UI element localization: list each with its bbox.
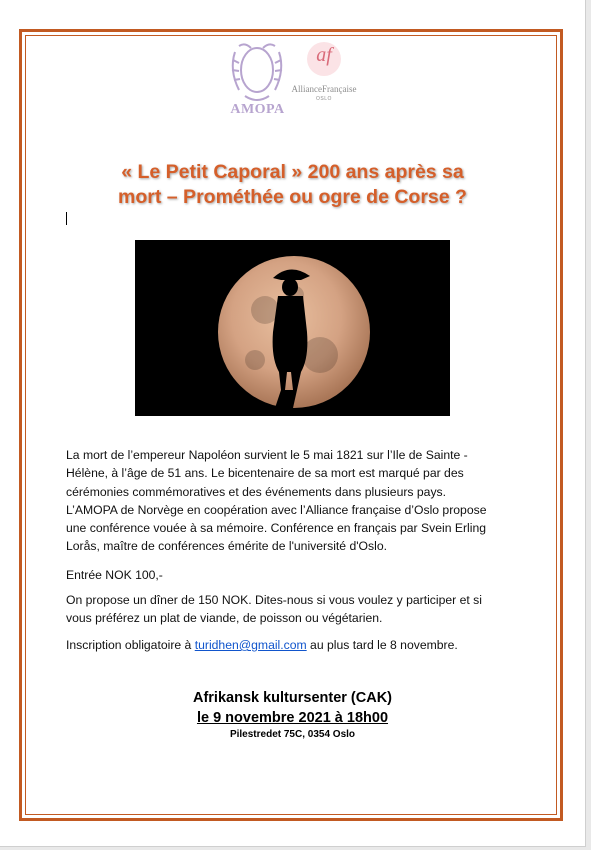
email-link[interactable]: turidhen@gmail.com <box>194 638 307 652</box>
amopa-logo-text: AMOPA <box>230 102 285 117</box>
venue-block <box>60 688 525 742</box>
title-line-2: mort – Prométhée ou ogre de Corse ? <box>118 186 467 208</box>
registration-deadline: au plus tard le 8 novembre. <box>306 638 458 652</box>
venue-address: Pilestredet 75C, 0354 Oslo <box>229 729 356 740</box>
af-name: AllianceFrançaise <box>291 84 357 94</box>
event-date: le 9 novembre 2021 à 18h00 <box>196 710 389 726</box>
text-line: une conférence vouée à sa mémoire. Conférence en français par Svein Erling <box>66 521 487 536</box>
text-line: Hélène, à l’âge de 51 ans. Le bicentenaire de sa mort est marqué par des <box>66 466 464 481</box>
laurel-wreath-icon <box>225 40 290 106</box>
alliance-francaise-logo <box>288 42 360 104</box>
registration-paragraph <box>66 636 526 654</box>
title-line-1: « Le Petit Caporal » 200 ans après sa <box>121 161 464 183</box>
af-city: OSLO <box>316 96 332 102</box>
amopa-logo <box>225 40 290 122</box>
registration-text: Inscription obligatoire à <box>66 638 195 652</box>
entry-price: Entrée NOK 100,- <box>66 568 163 582</box>
text-line: La mort de l’empereur Napoléon survient le 5 mai 1821 sur l’Ile de Sainte - <box>66 448 468 462</box>
text-line: L’AMOPA de Norvège en coopération avec l’Alliance française d’Oslo propose <box>66 502 487 517</box>
napoleon-moon-silhouette-icon <box>135 240 450 416</box>
text-line: vous préférez un plat de viande, de poisson ou végétarien. <box>66 611 383 626</box>
text-line: On propose un dîner de 150 NOK. Dites-nous si vous voulez y participer et si <box>66 593 482 607</box>
dinner-paragraph <box>66 591 526 628</box>
venue-name: Afrikansk kultursenter (CAK) <box>192 690 392 706</box>
page-title <box>60 160 525 210</box>
intro-paragraph <box>66 446 526 556</box>
text-line: cérémonies commémoratives et des événements dans plusieurs pays. <box>66 484 447 499</box>
text-line: Lorås, maître de conférences émérite de l'université d'Oslo. <box>66 539 388 554</box>
af-mark: af <box>316 44 332 66</box>
napoleon-moon-photo <box>135 240 450 416</box>
text-cursor <box>66 212 67 225</box>
